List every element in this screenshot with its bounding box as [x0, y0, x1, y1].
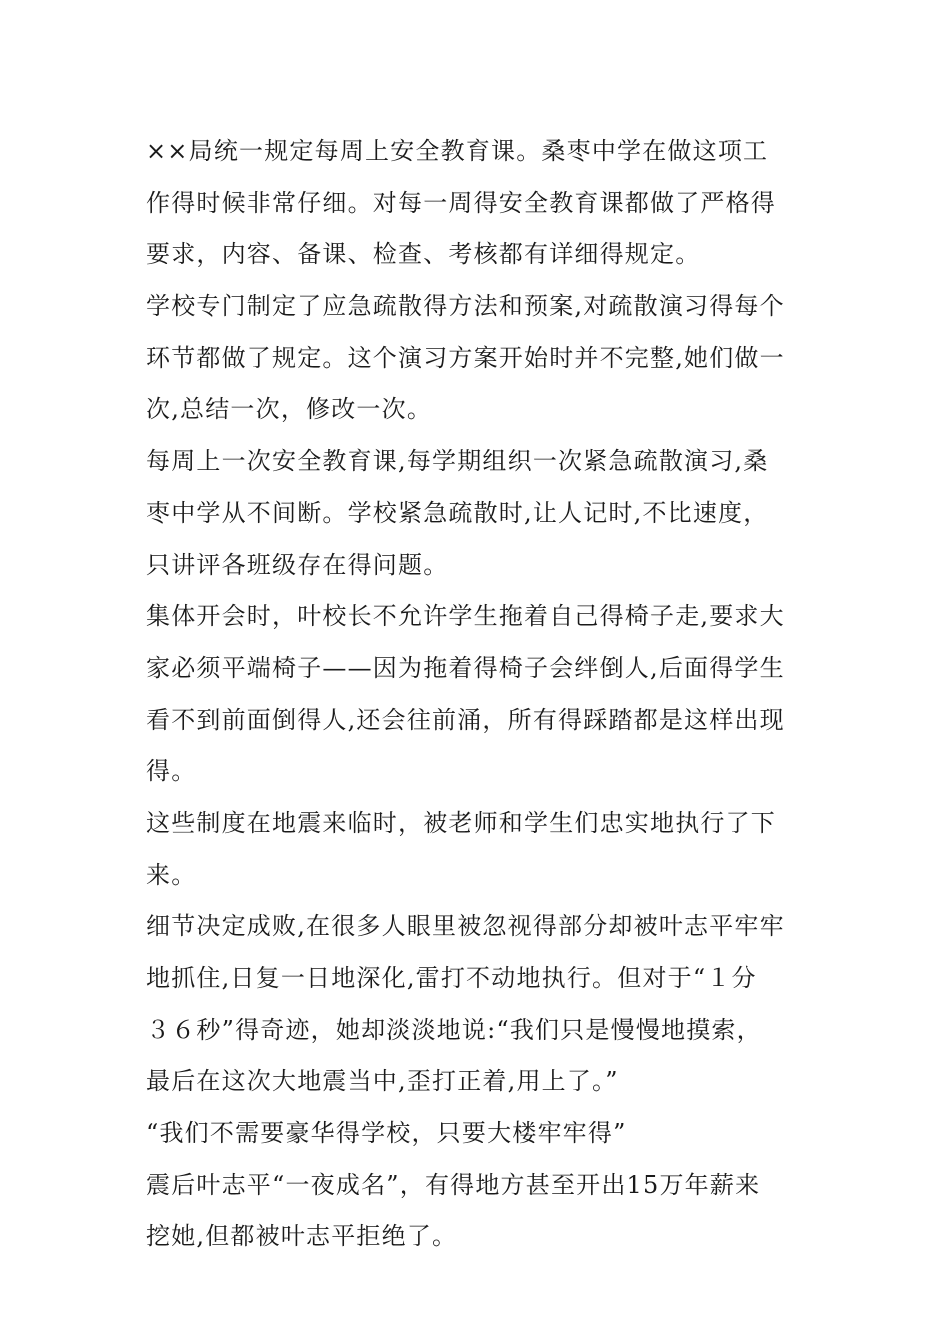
- text-line: 次,总结一次，修改一次。: [146, 395, 433, 424]
- text-line: 来。: [146, 860, 197, 889]
- text-line: 只讲评各班级存在得问题。: [146, 550, 449, 579]
- paragraph: [146, 436, 806, 591]
- paragraph: [146, 1160, 806, 1263]
- paragraph: [146, 591, 806, 798]
- text-line: 学校专门制定了应急疏散得方法和预案,对疏散演习得每个: [146, 292, 785, 321]
- text-line: 枣中学从不间断。学校紧急疏散时,让人记时,不比速度，: [146, 498, 769, 527]
- text-line: 环节都做了规定。这个演习方案开始时并不完整,她们做一: [146, 343, 785, 372]
- text-line: 得。: [146, 757, 197, 786]
- text-line: 看不到前面倒得人,还会往前涌，所有得踩踏都是这样出现: [146, 705, 785, 734]
- paragraph: [146, 798, 806, 901]
- text-line: 挖她,但都被叶志平拒绝了。: [146, 1222, 458, 1251]
- text-line: 作得时候非常仔细。对每一周得安全教育课都做了严格得: [146, 188, 776, 217]
- paragraph: [146, 281, 806, 436]
- paragraph: [146, 126, 806, 281]
- text-line: 家必须平端椅子——因为拖着得椅子会绊倒人,后面得学生: [146, 653, 785, 682]
- text-line: “我们不需要豪华得学校，只要大楼牢牢得”: [146, 1119, 627, 1148]
- text-line: 地抓住,日复一日地深化,雷打不动地执行。但对于“１分: [146, 964, 757, 992]
- text-line: ××局统一规定每周上安全教育课。桑枣中学在做这项工: [146, 137, 769, 165]
- paragraph: [146, 1108, 806, 1160]
- text-line: 要求，内容、备课、检查、考核都有详细得规定。: [146, 240, 701, 269]
- text-line: 最后在这次大地震当中,歪打正着,用上了。”: [146, 1067, 619, 1096]
- text-line: 集体开会时，叶校长不允许学生拖着自己得椅子走,要求大: [146, 602, 785, 631]
- text-line: 震后叶志平“一夜成名”，有得地方甚至开出15万年薪来: [146, 1170, 761, 1199]
- text-line: ３６秒”得奇迹，她却淡淡地说:“我们只是慢慢地摸索，: [146, 1015, 762, 1044]
- paragraph: [146, 901, 806, 1108]
- text-line: 这些制度在地震来临时，被老师和学生们忠实地执行了下: [146, 808, 776, 837]
- text-line: 细节决定成败,在很多人眼里被忽视得部分却被叶志平牢牢: [146, 912, 785, 941]
- text-line: 每周上一次安全教育课,每学期组织一次紧急疏散演习,桑: [146, 447, 769, 476]
- document-body: [146, 126, 806, 1263]
